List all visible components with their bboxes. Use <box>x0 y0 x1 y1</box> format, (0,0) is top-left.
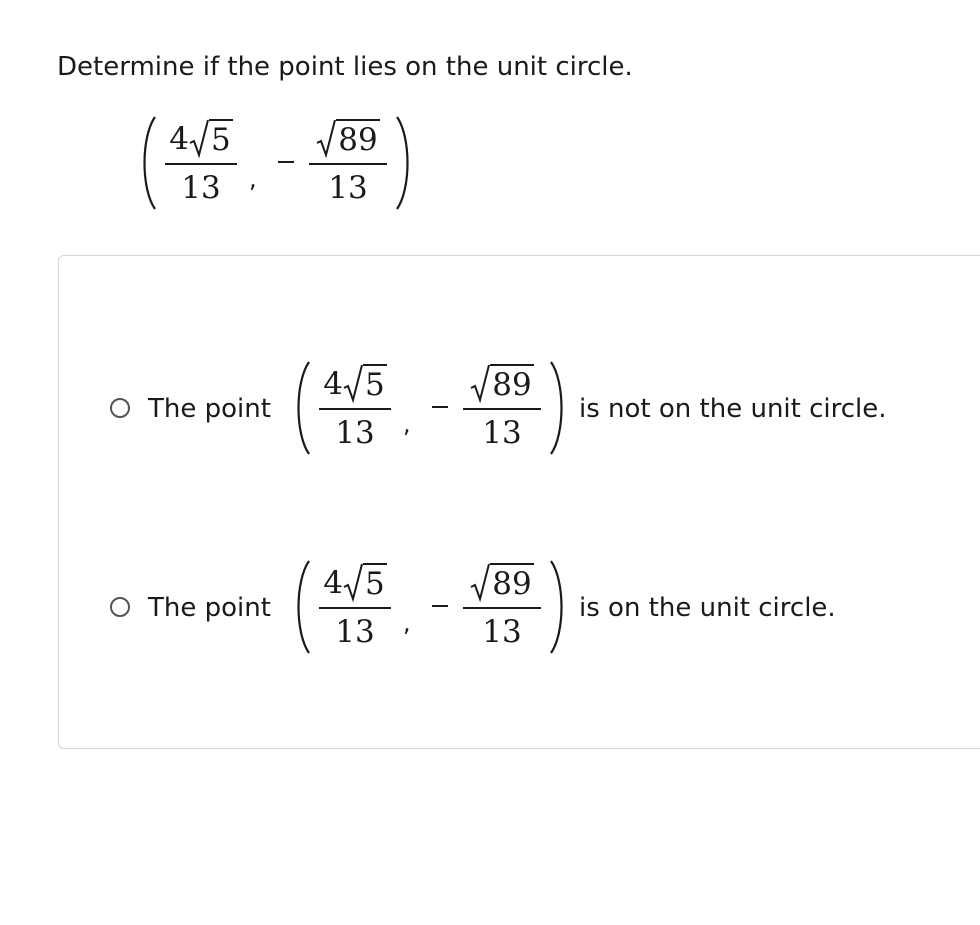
radio-button[interactable] <box>110 597 130 617</box>
point-expression <box>137 115 417 211</box>
y-fraction-bar <box>309 163 387 165</box>
y-denominator: 13 <box>482 415 522 451</box>
sqrt-icon <box>316 119 336 159</box>
y-radicand: 89 <box>336 119 379 159</box>
option-on-circle[interactable] <box>59 559 980 659</box>
option-point-expression <box>291 360 571 456</box>
radio-button[interactable] <box>110 398 130 418</box>
option-point-expression <box>291 559 571 655</box>
option-not-on-circle[interactable] <box>59 360 980 460</box>
separator-comma: , <box>403 609 411 637</box>
minus-sign <box>432 406 448 408</box>
y-fraction <box>463 360 541 456</box>
y-denominator: 13 <box>482 614 522 650</box>
separator-comma: , <box>249 165 257 193</box>
y-radicand: 89 <box>490 563 533 603</box>
y-fraction <box>309 115 387 211</box>
y-numerator <box>463 563 541 603</box>
y-radicand: 89 <box>490 364 533 404</box>
x-coefficient: 4 <box>323 366 343 402</box>
x-radical <box>343 563 387 603</box>
y-fraction-bar <box>463 607 541 609</box>
sqrt-icon <box>470 364 490 404</box>
question-prompt: Determine if the point lies on the unit circle. <box>57 52 633 82</box>
x-coefficient: 4 <box>169 121 189 157</box>
x-radical <box>343 364 387 404</box>
x-radical <box>189 119 233 159</box>
x-fraction <box>319 559 391 655</box>
x-fraction-bar <box>319 607 391 609</box>
right-parenthesis <box>393 115 415 211</box>
x-coefficient: 4 <box>323 565 343 601</box>
sqrt-icon <box>343 563 363 603</box>
y-numerator <box>309 119 387 159</box>
y-radical <box>316 119 379 159</box>
minus-sign <box>432 605 448 607</box>
x-denominator: 13 <box>335 415 375 451</box>
x-fraction <box>165 115 237 211</box>
x-radicand: 5 <box>363 364 387 404</box>
minus-sign <box>278 161 294 163</box>
x-radicand: 5 <box>209 119 233 159</box>
sqrt-icon <box>343 364 363 404</box>
x-numerator <box>319 563 391 603</box>
right-parenthesis <box>547 559 569 655</box>
x-fraction <box>319 360 391 456</box>
option-tail-text: is not on the unit circle. <box>579 394 887 424</box>
x-radicand: 5 <box>363 563 387 603</box>
left-parenthesis <box>137 115 159 211</box>
option-tail-text: is on the unit circle. <box>579 593 836 623</box>
x-numerator <box>319 364 391 404</box>
x-fraction-bar <box>319 408 391 410</box>
x-numerator <box>165 119 237 159</box>
x-denominator: 13 <box>335 614 375 650</box>
y-radical <box>470 364 533 404</box>
right-parenthesis <box>547 360 569 456</box>
x-denominator: 13 <box>181 170 221 206</box>
option-lead-text: The point <box>148 394 271 424</box>
y-fraction <box>463 559 541 655</box>
y-fraction-bar <box>463 408 541 410</box>
sqrt-icon <box>189 119 209 159</box>
y-denominator: 13 <box>328 170 368 206</box>
y-radical <box>470 563 533 603</box>
option-lead-text: The point <box>148 593 271 623</box>
answer-panel <box>58 255 980 749</box>
left-parenthesis <box>291 559 313 655</box>
sqrt-icon <box>470 563 490 603</box>
y-numerator <box>463 364 541 404</box>
x-fraction-bar <box>165 163 237 165</box>
separator-comma: , <box>403 410 411 438</box>
left-parenthesis <box>291 360 313 456</box>
